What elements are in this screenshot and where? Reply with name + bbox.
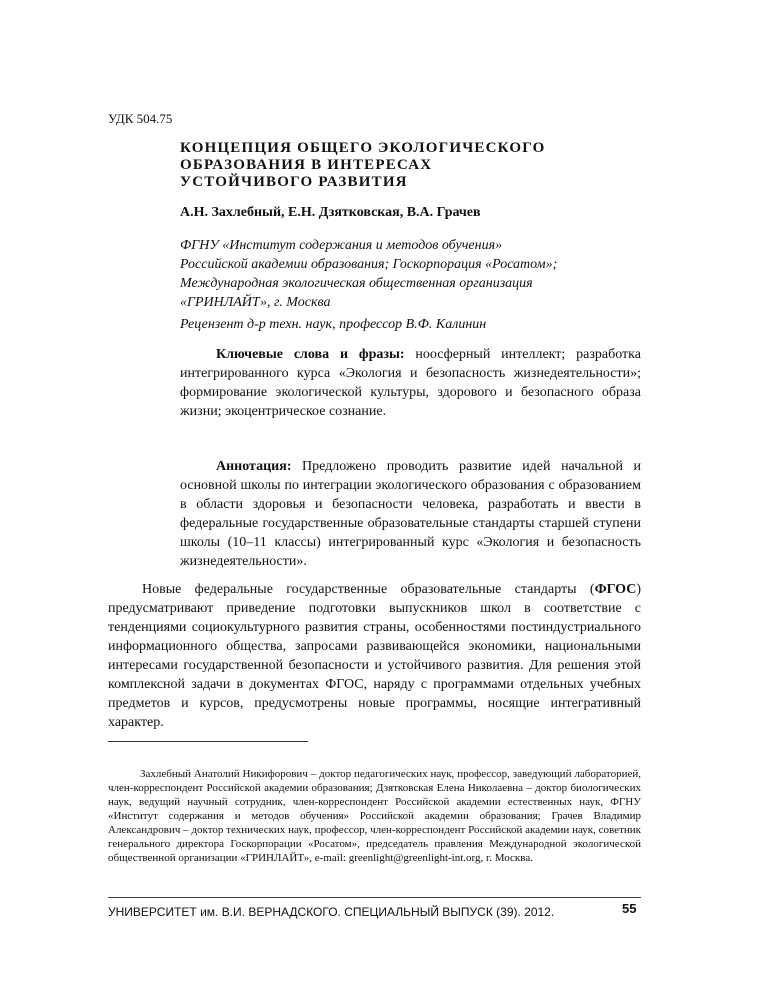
affiliation-line: Российской академии образования; Госкорпорация «Росатом»;: [180, 257, 558, 272]
affiliation-line: Международная экологическая общественная организация: [180, 276, 533, 291]
body-paragraph: [108, 580, 641, 732]
authors: А.Н. Захлебный, Е.Н. Дзятковская, В.А. Грачев: [180, 205, 481, 220]
affiliation-line: «ГРИНЛАЙТ», г. Москва: [180, 295, 331, 310]
affiliation-line: ФГНУ «Институт содержания и методов обучения»: [180, 238, 503, 253]
title-line: УСТОЙЧИВОГО РАЗВИТИЯ: [180, 174, 408, 190]
annotation-text: Предложено проводить развитие идей начальной и основной школы по интеграции экологического образования с образованием в области здоровья и безопасности человека, разработать и ввести в федеральные государственные образовательные стандарты старшей ступени школы (10–11 классы) интегрированный курс «Экология и безопасность жизнедеятельности».: [180, 459, 641, 569]
body-text: Новые федеральные государственные образовательные стандарты (: [142, 582, 595, 597]
footnote-divider: [108, 741, 308, 742]
fgos-abbrev: ФГОС: [594, 582, 637, 597]
body-text: ) предусматривают приведение подготовки выпускников школ в соответствие с тенденциями социокультурного развития страны, особенностями постиндустриального информационного общества, запросами развивающейся экономики, национальными интересами государственной безопасности и устойчивого развития. Для решения этой комплексной задачи в документах ФГОС, наряду с программами отдельных учебных предметов и курсов, предусмотрены новые программы, носящие интегративный характер.: [108, 582, 641, 730]
keywords-label: Ключевые слова и фразы:: [216, 347, 405, 362]
author-footnote: Захлебный Анатолий Никифорович – доктор педагогических наук, профессор, заведующий лабораторией, член-корреспондент Российской академии образования; Дзятковская Елена Николаевна – доктор биологических наук, ведущий научный сотрудник, член-корреспондент Российской академии естественных наук, ФГНУ «Институт содержания и методов обучения» Российской академии образования; Грачев Владимир Александрович – доктор технических наук, профессор, член-корреспондент Российской академии наук, советник генерального директора Госкорпорации «Росатом», председатель правления Международной экологической общественной организации «ГРИНЛАЙТ», e-mail: greenlight@greenlight-int.org, г. Москва.: [108, 768, 641, 864]
page-number: 55: [622, 901, 637, 916]
article-title: [180, 140, 620, 191]
reviewer: Рецензент д-р техн. наук, профессор В.Ф. Калинин: [180, 317, 487, 332]
keywords-paragraph: [180, 345, 641, 421]
footer-divider: [108, 897, 641, 898]
annotation-paragraph: [180, 457, 641, 571]
annotation-label: Аннотация:: [216, 459, 292, 474]
title-line: ОБРАЗОВАНИЯ В ИНТЕРЕСАХ: [180, 157, 433, 173]
journal-footer: УНИВЕРСИТЕТ им. В.И. ВЕРНАДСКОГО. СПЕЦИАЛЬНЫЙ ВЫПУСК (39). 2012.: [108, 905, 555, 919]
udc-code: УДК 504.75: [108, 111, 173, 126]
keywords-text: ноосферный интеллект; разработка интегрированного курса «Экология и безопасность жизнедеятельности»; формирование экологической культуры, здорового и безопасного образа жизни; экоцентрическое сознание.: [180, 347, 641, 419]
affiliation: [180, 236, 650, 312]
title-line: КОНЦЕПЦИЯ ОБЩЕГО ЭКОЛОГИЧЕСКОГО: [180, 140, 546, 156]
